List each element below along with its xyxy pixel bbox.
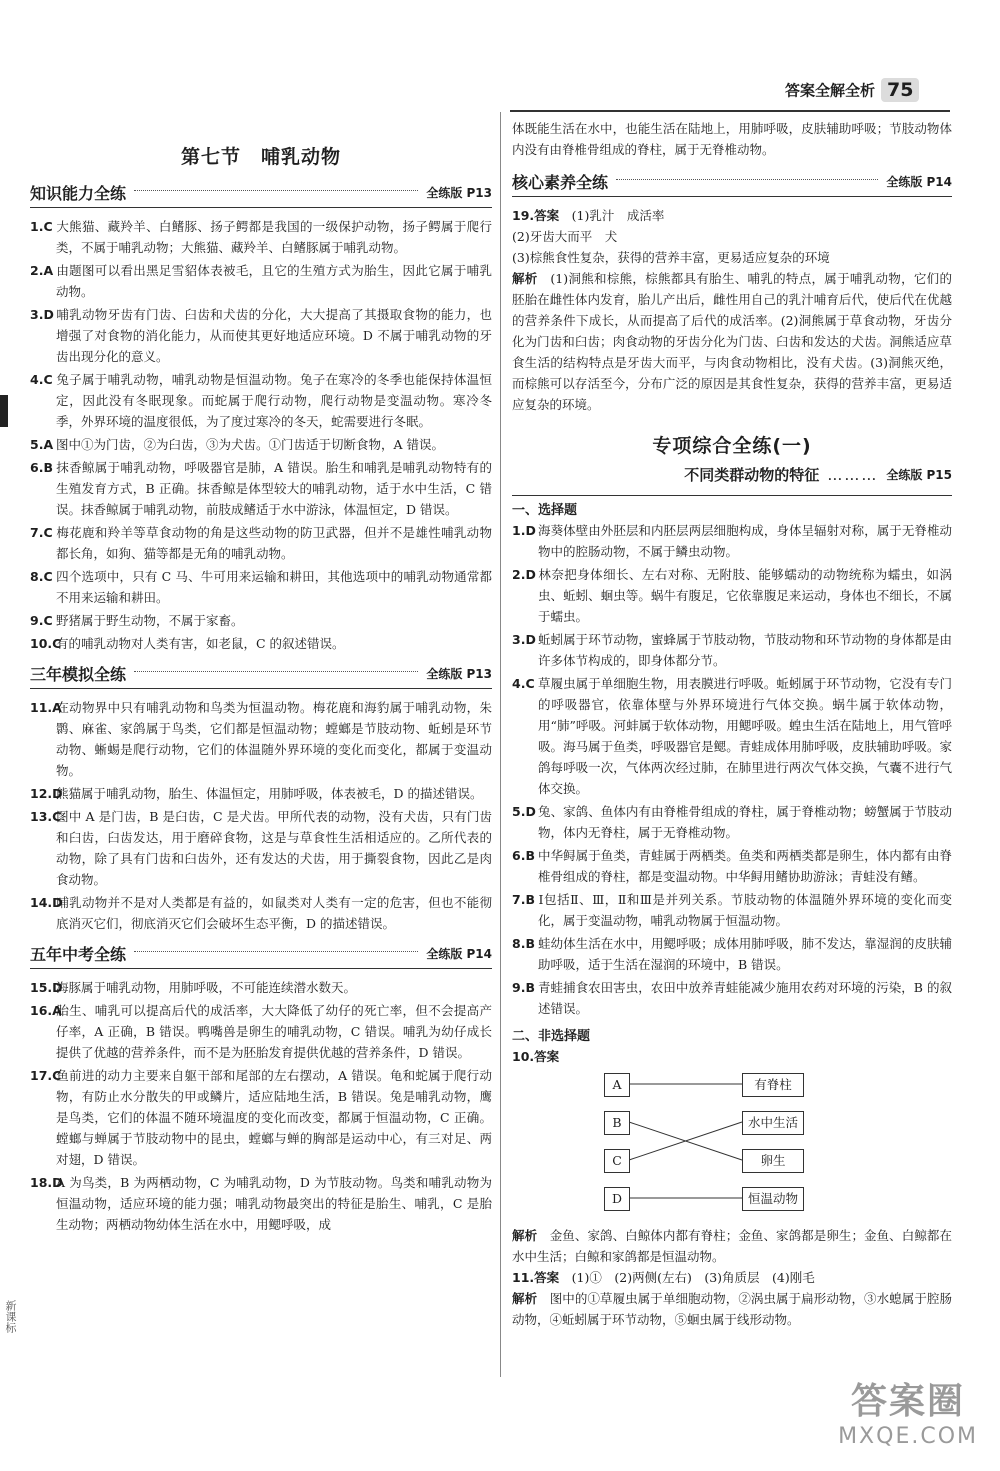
answer-item — [30, 610, 492, 631]
bar-ref: 全练版 P14 — [886, 175, 952, 189]
side-text: 新课标 — [4, 1300, 17, 1333]
answer-item — [512, 801, 952, 843]
answer-number: 15.D — [30, 980, 63, 995]
bar-dots — [134, 951, 418, 952]
answer-list-2 — [30, 697, 492, 934]
answer-text: 海豚属于哺乳动物，用肺呼吸，不可能连续潜水数天。 — [56, 980, 357, 995]
answer-text: 青蛙捕食农田害虫，农田中放养青蛙能减少施用农药对环境的污染，B 的叙述错误。 — [538, 980, 952, 1016]
answer-text: 梅花鹿和羚羊等草食动物的角是这些动物的防卫武器，但并不是雄性哺乳动物都长角，如狗、猫等都是无角的哺乳动物。 — [56, 525, 492, 561]
box-a: A — [604, 1073, 630, 1097]
box-c: C — [604, 1149, 630, 1173]
column-divider — [500, 112, 501, 1377]
answer-item — [30, 697, 492, 781]
analysis-text: 图中的①草履虫属于单细胞动物，②涡虫属于扁形动物，③水螅属于腔肠动物，④蚯蚓属于环节动物，⑤蛔虫属于线形动物。 — [512, 1291, 952, 1327]
bar-ref: 全练版 P13 — [426, 667, 492, 681]
watermark — [838, 1373, 978, 1449]
section-bar-core — [512, 170, 952, 197]
matching-diagram — [604, 1073, 804, 1219]
answer-text: 林奈把身体细长、左右对称、无附肢、能够蠕动的动物统称为蠕虫，如涡虫、蚯蚓、蛔虫等。蜗牛有腹足，它依靠腹足来运动，身体也不细长，不属于蠕虫。 — [538, 567, 952, 624]
bar-ref: 全练版 P13 — [426, 186, 492, 200]
answer-19-part1: (1)乳汁 成活率 — [571, 208, 665, 223]
answer-number: 8.B — [512, 936, 535, 951]
answer-number: 11.答案 — [512, 1270, 560, 1285]
answer-number: 3.D — [30, 307, 54, 322]
answer-number: 1.D — [512, 523, 536, 538]
section-bar-knowledge — [30, 181, 492, 208]
bar-ref: 全练版 P14 — [426, 947, 492, 961]
answer-text: 海葵体壁由外胚层和内胚层两层细胞构成，身体呈辐射对称，属于无脊椎动物中的腔肠动物，不属于鳞虫动物。 — [538, 523, 952, 559]
answer-number: 19.答案 — [512, 208, 560, 223]
answer-number: 7.C — [30, 525, 53, 540]
answer-item — [30, 434, 492, 455]
answer-text: 图中 A 是门齿，B 是臼齿，C 是犬齿。甲所代表的动物，没有犬齿，只有门齿和臼齿，臼齿发达，用于磨碎食物，这是与草食性生活相适应的。乙所代表的动物，除了具有门齿和臼齿外，还有发达的犬齿，用于撕裂食物，因此乙是肉食动物。 — [56, 809, 492, 887]
answer-10-label: 10.答案 — [512, 1049, 560, 1064]
box-warm: 恒温动物 — [742, 1187, 804, 1211]
analysis-label: 解析 — [512, 1291, 538, 1306]
answer-list-1 — [30, 216, 492, 654]
answer-19-line — [512, 205, 952, 226]
answer-item — [30, 1172, 492, 1235]
answer-text: 图中①为门齿，②为臼齿，③为犬齿。①门齿适于切断食物，A 错误。 — [56, 437, 445, 452]
page-number: 75 — [881, 78, 919, 102]
bar-title: 知识能力全练 — [30, 184, 127, 203]
answer-number: 14.D — [30, 895, 63, 910]
answer-item — [30, 457, 492, 520]
answer-text: 由题图可以看出黑足雪貂体表被毛，且它的生殖方式为胎生，因此它属于哺乳动物。 — [56, 263, 492, 299]
answer-text: 熊猫属于哺乳动物，胎生、体温恒定，用肺呼吸，体表被毛，D 的描述错误。 — [56, 786, 483, 801]
answer-number: 11.A — [30, 700, 62, 715]
answer-item — [512, 889, 952, 931]
answer-text: 大熊猫、藏羚羊、白鳍豚、扬子鳄都是我国的一级保护动物，扬子鳄属于爬行类，不属于哺乳动物；大熊猫、藏羚羊、白鳍豚属于哺乳动物。 — [56, 219, 492, 255]
answer-item — [30, 1000, 492, 1063]
answer-text: A 为鸟类，B 为两栖动物，C 为哺乳动物，D 为节肢动物。鸟类和哺乳动物为恒温动物，适应环境的能力强；哺乳动物最突出的特征是胎生、哺乳，C 是胎生动物；两栖动物幼体生活在水中，用鳃呼吸，成 — [56, 1175, 492, 1232]
bar-title: 核心素养全练 — [512, 173, 609, 192]
bar-dots — [134, 671, 418, 672]
answer-item — [30, 977, 492, 998]
answer-text: 草履虫属于单细胞生物，用表膜进行呼吸。蚯蚓属于环节动物，它没有专门的呼吸器官，依靠体壁与外界环境进行气体交换。蜗牛属于软体动物，用“肺”呼吸。河蚌属于软体动物，用鳃呼吸。蝗虫生活在陆地上，用气管呼吸。海马属于鱼类，呼吸器官是鳃。青蛙成体用肺呼吸，皮肤辅助呼吸。家鸽每呼吸一次，气体两次经过肺，在肺里进行两次气体交换，气囊不进行气体交换。 — [538, 676, 952, 796]
answer-number: 8.C — [30, 569, 53, 584]
analysis-text: (1)洞熊和棕熊，棕熊都具有胎生、哺乳的特点，属于哺乳动物，它们的胚胎在雌性体内发育，胎儿产出后，雌性用自己的乳汁哺育后代，使后代在优越的营养条件下成长，从而提高了后代的成活率。(2)洞熊属于草食动物，牙齿分化为门齿和臼齿；肉食动物的牙齿分化为门齿、臼齿和发达的犬齿。洞熊适应草食生活的结构特点是牙齿大而平，与肉食动物相比，没有犬齿。(3)洞熊灭绝，而棕熊可以存活至今，分布广泛的原因是其食性复杂，获得的营养丰富，更易适应复杂的环境。 — [512, 271, 952, 412]
answer-text: 有的哺乳动物对人类有害，如老鼠，C 的叙述错误。 — [56, 636, 345, 651]
answer-text: 鱼前进的动力主要来自躯干部和尾部的左右摆动，A 错误。龟和蛇属于爬行动物，有防止水分散失的甲或鳞片，适应陆地生活，B 错误。兔是哺乳动物，鹰是鸟类，它们的体温不随环境温度的变化而改变，都属于恒温动物，C 正确。螳螂与蝉属于节肢动物中的昆虫，螳螂与蝉的胸部是运动中心，有三对足、两对翅，D 错误。 — [56, 1068, 492, 1167]
answer-text: 哺乳动物并不是对人类都是有益的，如鼠类对人类有一定的危害，但也不能彻底消灭它们，彻底消灭它们会破坏生态平衡，D 的描述错误。 — [56, 895, 492, 931]
answer-text: 四个选项中，只有 C 马、牛可用来运输和耕田，其他选项中的哺乳动物通常都不用来运输和耕田。 — [56, 569, 492, 605]
answer-number: 4.C — [512, 676, 535, 691]
special-title: 专项综合全练(一) — [652, 435, 812, 457]
analysis-label: 解析 — [512, 271, 538, 286]
bar-title: 五年中考全练 — [30, 945, 127, 964]
right-column — [512, 118, 952, 1330]
part-non-choice: 二、非选择题 — [512, 1029, 591, 1044]
edge-mark — [0, 395, 8, 427]
answer-text: 抹香鲸属于哺乳动物，呼吸器官是肺，A 错误。胎生和哺乳是哺乳动物特有的生殖发育方式，B 正确。抹香鲸是体型较大的哺乳动物，适于水中生活，C 错误。抹香鲸属于哺乳动物，前肢成鳍适于水中游泳，体温恒定，D 错误。 — [56, 460, 492, 517]
left-column — [30, 120, 492, 1237]
answer-number: 17.C — [30, 1068, 62, 1083]
answer-11-analysis — [512, 1288, 952, 1330]
answer-number: 12.D — [30, 786, 63, 801]
answer-item — [30, 1065, 492, 1170]
subtitle-dots: ……… — [827, 465, 879, 484]
answer-item — [512, 629, 952, 671]
bar-dots — [134, 190, 418, 191]
answer-number: 7.B — [512, 892, 535, 907]
watermark-logo-text: 答案圈 — [851, 1381, 966, 1422]
answer-number: 9.C — [30, 613, 53, 628]
page-header — [785, 78, 919, 102]
answer-number: 9.B — [512, 980, 535, 995]
special-subtitle — [512, 464, 952, 485]
answer-item — [30, 304, 492, 367]
answer-item — [512, 673, 952, 799]
answer-item — [512, 933, 952, 975]
answer-19-part2: (2)牙齿大而平 犬 — [512, 229, 618, 244]
answer-text: 中华鲟属于鱼类，青蛙属于两栖类。鱼类和两栖类都是卵生，体内都有由脊椎骨组成的脊柱，都是变温动物。中华鲟用鳍协助游泳；青蛙没有鳍。 — [538, 848, 952, 884]
subtitle-ref: 全练版 P15 — [886, 468, 952, 482]
answer-item — [512, 845, 952, 887]
answer-18-continued: 体既能生活在水中，也能生活在陆地上，用肺呼吸，皮肤辅助呼吸；节肢动物体内没有由脊椎骨组成的脊柱，属于无脊椎动物。 — [512, 121, 952, 157]
watermark-url: MXQE.COM — [838, 1424, 978, 1449]
answer-text: 兔、家鸽、鱼体内有由脊椎骨组成的脊柱，属于脊椎动物；螃蟹属于节肢动物，体内无脊柱，属于无脊椎动物。 — [538, 804, 952, 840]
answer-number: 3.D — [512, 632, 536, 647]
answer-11-text: (1)① (2)两侧(左右) (3)角质层 (4)刚毛 — [571, 1270, 815, 1285]
answer-item — [30, 892, 492, 934]
answer-list-3 — [30, 977, 492, 1235]
answer-item — [512, 564, 952, 627]
answer-number: 6.B — [512, 848, 535, 863]
answer-text: 野猪属于野生动物，不属于家畜。 — [56, 613, 244, 628]
answer-item — [30, 633, 492, 654]
answer-item — [30, 369, 492, 432]
answer-number: 10.C — [30, 636, 62, 651]
answer-11 — [512, 1267, 952, 1288]
section-title: 第七节 哺乳动物 — [180, 146, 341, 168]
analysis-text: 金鱼、家鸽、白鲸体内都有脊柱；金鱼、家鸽都是卵生；金鱼、白鲸都在水中生活；白鲸和家鸽都是恒温动物。 — [512, 1228, 952, 1264]
answer-number: 18.D — [30, 1175, 63, 1190]
header-rule — [510, 110, 950, 112]
answer-item — [30, 806, 492, 890]
answer-text: 在动物界中只有哺乳动物和鸟类为恒温动物。梅花鹿和海豹属于哺乳动物，朱鹮、麻雀、家鸽属于鸟类，它们都是恒温动物；螳螂是节肢动物、蚯蚓是环节动物、蜥蜴是爬行动物，它们的体温随外界环境的变化而变化，都属于变温动物。 — [56, 700, 492, 778]
answer-item — [30, 783, 492, 804]
answer-item — [30, 216, 492, 258]
box-vertebra: 有脊柱 — [742, 1073, 804, 1097]
box-water: 水中生活 — [742, 1111, 804, 1135]
answer-item — [30, 566, 492, 608]
answer-item — [30, 522, 492, 564]
section-bar-three-year — [30, 662, 492, 689]
answer-number: 16.A — [30, 1003, 62, 1018]
answer-number: 2.A — [30, 263, 54, 278]
answer-19-part3: (3)棕熊食性复杂，获得的营养丰富，更易适应复杂的环境 — [512, 250, 830, 265]
answer-item — [512, 520, 952, 562]
answer-number: 1.C — [30, 219, 53, 234]
box-d: D — [604, 1187, 630, 1211]
answer-number: 2.D — [512, 567, 536, 582]
answer-item — [30, 260, 492, 302]
answer-text: 哺乳动物牙齿有门齿、臼齿和犬齿的分化，大大提高了其摄取食物的能力，也增强了对食物的消化能力，从而使其更好地适应环境。D 不属于哺乳动物的牙齿出现分化的意义。 — [56, 307, 492, 364]
header-title: 答案全解全析 — [785, 81, 876, 100]
answer-text: 兔子属于哺乳动物，哺乳动物是恒温动物。兔子在寒冷的冬季也能保持体温恒定，因此没有冬眠现象。而蛇属于爬行动物，爬行动物是变温动物。寒冷冬季，外界环境的温度很低，为了度过寒冷的冬天，蛇需要进行冬眠。 — [56, 372, 492, 429]
section-bar-five-year — [30, 942, 492, 969]
answer-number: 5.A — [30, 437, 54, 452]
bar-dots — [616, 179, 878, 180]
part-choice: 一、选择题 — [512, 495, 952, 518]
answer-19 — [512, 205, 952, 415]
answer-list-4 — [512, 520, 952, 1019]
box-egg: 卵生 — [742, 1149, 804, 1173]
answer-item — [512, 977, 952, 1019]
analysis-label: 解析 — [512, 1228, 538, 1243]
box-b: B — [604, 1111, 630, 1135]
answer-text: 蚯蚓属于环节动物，蜜蜂属于节肢动物，节肢动物和环节动物的身体都是由许多体节构成的，即身体都分节。 — [538, 632, 952, 668]
answer-number: 5.D — [512, 804, 536, 819]
answer-number: 4.C — [30, 372, 53, 387]
answer-text: Ⅰ包括Ⅱ、Ⅲ，Ⅱ和Ⅲ是并列关系。节肢动物的体温随外界环境的变化而变化，属于变温动物，哺乳动物属于恒温动物。 — [538, 892, 952, 928]
answer-text: 胎生、哺乳可以提高后代的成活率，大大降低了幼仔的死亡率，但不会提高产仔率，A 正确，B 错误。鸭嘴兽是卵生的哺乳动物，C 错误。哺乳为幼仔成长提供了优越的营养条件，而不是为胚胎发育提供优越的营养条件，D 错误。 — [56, 1003, 492, 1060]
answer-number: 13.C — [30, 809, 62, 824]
answer-19-analysis — [512, 268, 952, 415]
answer-text: 蛙幼体生活在水中，用鳃呼吸；成体用肺呼吸，肺不发达，靠湿润的皮肤辅助呼吸，适于生活在湿润的环境中，B 错误。 — [538, 936, 952, 972]
bar-title: 三年模拟全练 — [30, 665, 127, 684]
answer-10-analysis — [512, 1225, 952, 1267]
answer-number: 6.B — [30, 460, 53, 475]
subtitle-text: 不同类群动物的特征 — [684, 466, 820, 484]
